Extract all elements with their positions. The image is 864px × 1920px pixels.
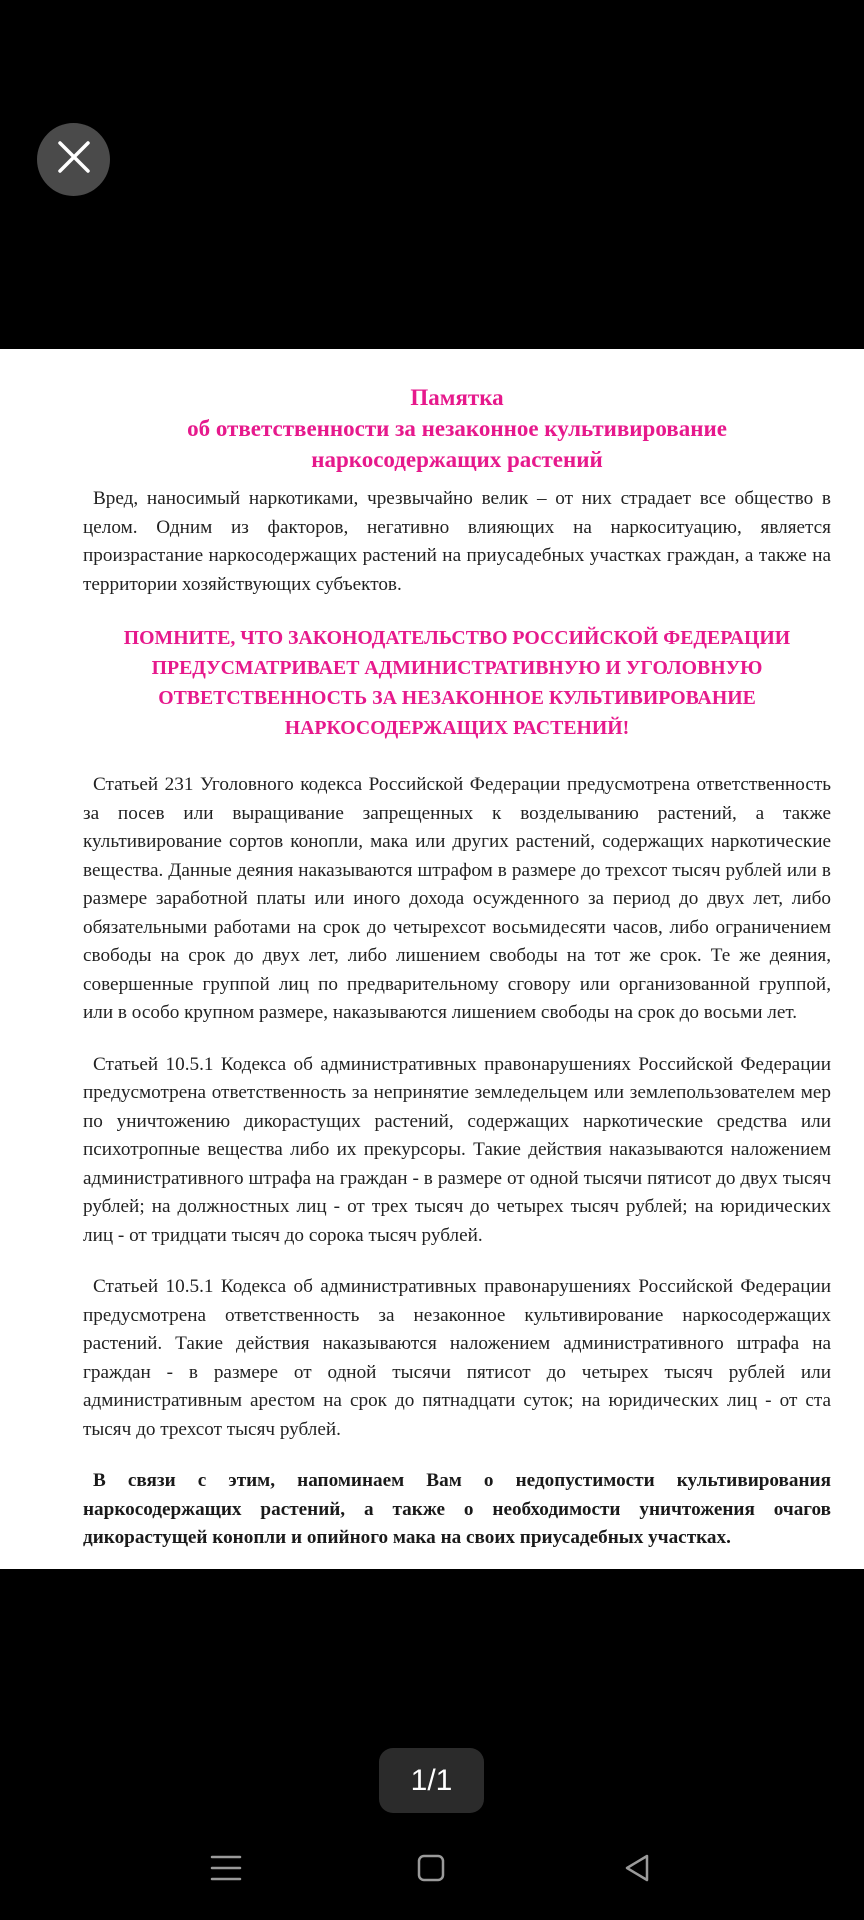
document-title [83, 382, 831, 475]
page-indicator: 1/1 [379, 1748, 484, 1813]
admin-code-paragraph-2: Статьей 10.5.1 Кодекса об административных правонарушениях Российской Федерации предусмотрена ответственность за незаконное культивирование наркосодержащих растений. Такие действия наказываются наложением административного штрафа на граждан - в размере от одной тысячи пятисот до четырех тысяч рублей или административным арестом на срок до пятнадцати суток; на юридических лиц - от ста тысяч до трехсот тысяч рублей. [83, 1276, 831, 1440]
back-icon [622, 1853, 652, 1888]
warning-block [83, 623, 831, 743]
home-icon [416, 1853, 446, 1888]
conclusion-paragraph: В связи с этим, напоминаем Вам о недопустимости культивирования наркосодержащих растений, а также о необходимости уничтожения очагов дикорастущей конопли и опийного мака на своих приусадебных участках. [83, 1470, 831, 1548]
close-button[interactable] [37, 123, 110, 196]
warning-line: ПРЕДУСМАТРИВАЕТ АДМИНИСТРАТИВНУЮ И УГОЛОВНУЮ [151, 657, 763, 679]
warning-line: НАРКОСОДЕРЖАЩИХ РАСТЕНИЙ! [284, 717, 630, 739]
menu-button[interactable] [198, 1842, 254, 1898]
document-page [0, 349, 864, 1569]
back-button[interactable] [609, 1842, 665, 1898]
title-line: наркосодержащих растений [311, 447, 603, 472]
criminal-code-paragraph: Статьей 231 Уголовного кодекса Российской Федерации предусмотрена ответственность за посев или выращивание запрещенных к возделыванию растений, а также культивирование сортов конопли, мака или других растений, содержащих наркотические вещества. Данные деяния наказываются штрафом в размере до трехсот тысяч рублей или в размере заработной платы или иного дохода осужденного за период до двух лет, либо обязательными работами на срок до четырехсот восьмидесяти часов, либо ограничением свободы на срок до двух лет, либо лишением свободы на тот же срок. Те же деяния, совершенные группой лиц по предварительному сговору или организованной группой, или в особо крупном размере, наказываются лишением свободы на срок до восьми лет. [83, 774, 831, 1023]
title-line: об ответственности за незаконное культивирование [187, 416, 727, 441]
system-navigation-bar [0, 1820, 864, 1920]
intro-paragraph: Вред, наносимый наркотиками, чрезвычайно велик – от них страдает все общество в целом. Одним из факторов, негативно влияющих на наркоситуацию, является произрастание наркосодержащих растений на приусадебных участках граждан, а также на территории хозяйствующих субъектов. [83, 488, 831, 595]
warning-line: ПОМНИТЕ, ЧТО ЗАКОНОДАТЕЛЬСТВО РОССИЙСКОЙ ФЕДЕРАЦИИ [123, 627, 791, 649]
menu-icon [210, 1853, 242, 1888]
warning-line: ОТВЕТСТВЕННОСТЬ ЗА НЕЗАКОННОЕ КУЛЬТИВИРОВАНИЕ [158, 687, 756, 709]
home-button[interactable] [403, 1842, 459, 1898]
close-icon [57, 140, 91, 179]
title-line: Памятка [410, 385, 504, 410]
admin-code-paragraph-1: Статьей 10.5.1 Кодекса об административных правонарушениях Российской Федерации предусмотрена ответственность за непринятие земледельцем или землепользователем мер по уничтожению дикорастущих растений, содержащих наркотические средства или психотропные вещества либо их прекурсоры. Такие действия наказываются наложением административного штрафа на граждан - в размере от одной тысячи пятисот до двух тысяч рублей; на должностных лиц - от трех тысяч до четырех тысяч рублей; на юридических лиц - от тридцати тысяч до сорока тысяч рублей. [83, 1053, 831, 1246]
